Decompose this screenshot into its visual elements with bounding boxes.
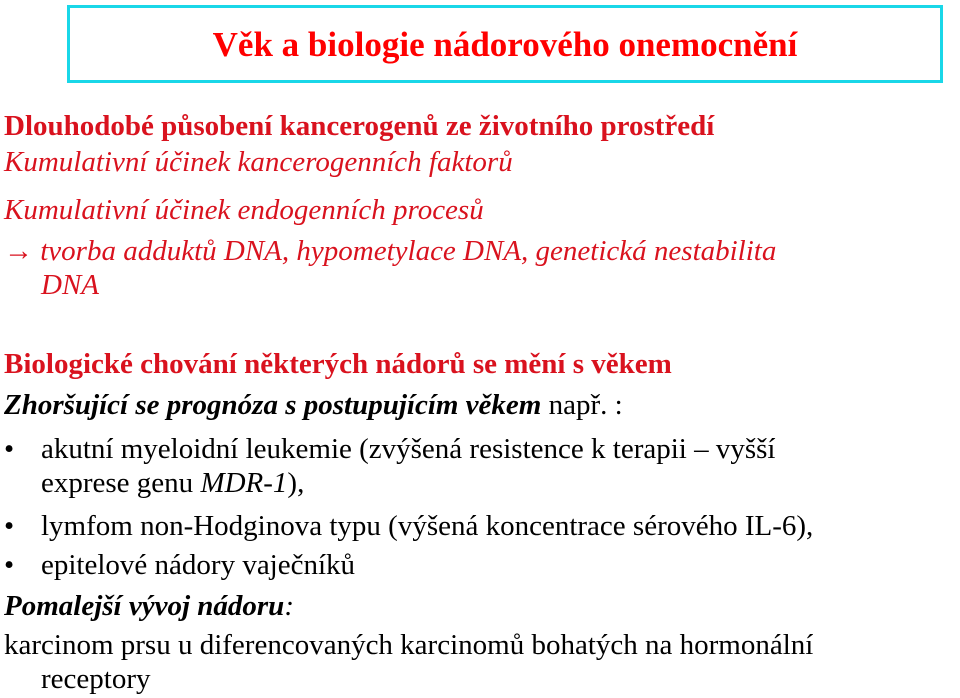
adducts-text: tvorba adduktů DNA, hypometylace DNA, genetická nestabilita xyxy=(33,235,777,267)
line-breast-carcinoma: karcinom prsu u diferencovaných karcinomů bohatých na hormonální xyxy=(4,629,814,661)
gene-name: MDR-1 xyxy=(200,467,288,499)
bullet-icon: • xyxy=(4,433,15,465)
list-item xyxy=(4,435,775,464)
bullet-icon: • xyxy=(4,510,15,542)
cont-post: ), xyxy=(287,467,305,499)
bullet-continuation xyxy=(41,469,304,498)
title-box xyxy=(67,5,943,83)
line-environment: Dlouhodobé působení kancerogenů ze životního prostředí xyxy=(4,110,715,142)
worsening-prognosis-italic: Zhoršující se prognóza s postupujícím věkem xyxy=(4,389,542,421)
line-receptors: receptory xyxy=(41,663,151,695)
line-kumulativni-procesy: Kumulativní účinek endogenních procesů xyxy=(4,194,484,226)
bullet-text: akutní myeloidní leukemie (zvýšená resistence k terapii – vyšší xyxy=(41,433,776,465)
list-item xyxy=(4,512,813,541)
line-worsening-prognosis xyxy=(4,391,623,420)
bullet-text: lymfom non-Hodginova typu (výšená koncentrace sérového IL-6), xyxy=(41,510,814,542)
slower-colon: : xyxy=(284,590,294,622)
line-slower-development xyxy=(4,592,294,621)
line-adducts xyxy=(4,237,776,266)
slower-development-italic: Pomalejší vývoj nádoru xyxy=(4,590,285,622)
page-title: Věk a biologie nádorového onemocnění xyxy=(212,24,798,64)
list-item xyxy=(4,551,355,580)
cont-pre: exprese genu xyxy=(41,467,201,499)
arrow-icon: → xyxy=(4,235,33,267)
heading-biologic-behavior: Biologické chování některých nádorů se mění s věkem xyxy=(4,348,672,380)
bullet-text: epitelové nádory vaječníků xyxy=(41,549,356,581)
bullet-icon: • xyxy=(4,549,15,581)
line-kumulativni-faktory: Kumulativní účinek kancerogenních faktorů xyxy=(4,146,513,178)
worsening-prognosis-rest: např. : xyxy=(541,389,623,421)
line-dna: DNA xyxy=(41,269,99,301)
